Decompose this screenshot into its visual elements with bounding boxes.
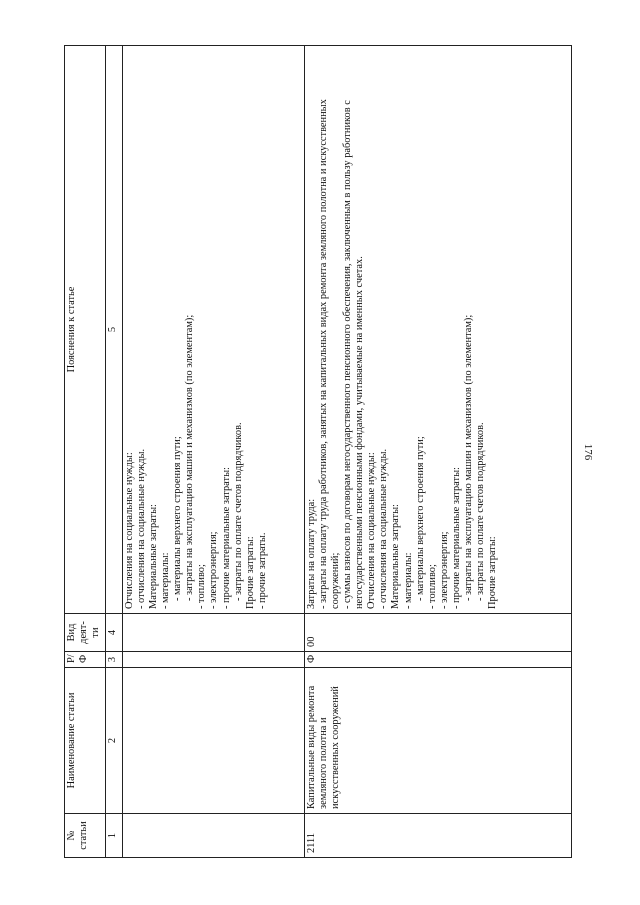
explanation-line: - отчисления на социальные нужды. xyxy=(136,448,148,609)
column-number: 2 xyxy=(106,668,123,814)
header-explanations: Пояснения к статье xyxy=(65,46,106,614)
header-row xyxy=(65,46,106,858)
header-activity-type: Вид деят-ти xyxy=(65,614,106,652)
column-number: 5 xyxy=(106,46,123,614)
explanation-line: - прочие материальные затраты: xyxy=(220,467,232,609)
article-name: Капитальные виды ремонта земляного полотна и искусственных сооружений xyxy=(305,668,572,814)
article-explanation xyxy=(123,46,305,614)
column-number: 1 xyxy=(106,814,123,858)
explanation-line: Материальные затраты: xyxy=(390,504,402,609)
article-activity: 00 xyxy=(305,614,572,652)
explanation-line: - затраты по оплате счетов подрядчиков. xyxy=(232,422,244,601)
explanation-line: - электроэнергия; xyxy=(208,531,220,609)
explanation-line: - затраты по оплате счетов подрядчиков. xyxy=(474,422,486,601)
explanation-line: Отчисления на социальные нужды: xyxy=(124,452,135,609)
rotated-table-container xyxy=(64,46,572,858)
header-article-number: № статьи xyxy=(65,814,106,858)
explanation-line: - отчисления на социальные нужды. xyxy=(378,448,390,609)
page-number: 176 xyxy=(582,443,594,461)
article-name xyxy=(123,668,305,814)
explanation-line: - топливо; xyxy=(196,564,208,609)
explanation-line: Материальные затраты: xyxy=(148,504,160,609)
article-rf: Ф xyxy=(305,652,572,668)
explanation-line: - суммы взносов по договорам негосударственного пенсионного обеспечения, заключенным в пользу работников с негосударственными пенсионными фондами, учитываемые на именных счетах. xyxy=(342,100,366,609)
article-explanation xyxy=(305,46,572,614)
article-activity xyxy=(123,614,305,652)
explanation-line: Прочие затраты: xyxy=(486,536,498,609)
column-number: 4 xyxy=(106,614,123,652)
explanation-line: - прочие материальные затраты: xyxy=(450,467,462,609)
explanation-line: - материалы верхнего строения пути; xyxy=(414,436,426,601)
column-number-row xyxy=(106,46,123,858)
article-number xyxy=(123,814,305,858)
explanation-line: Затраты на оплату труда: xyxy=(306,498,317,609)
explanation-line: - материалы: xyxy=(402,552,414,609)
explanation-line: - материалы верхнего строения пути; xyxy=(172,436,184,601)
table-row xyxy=(305,46,572,858)
explanation-line: - прочие затраты. xyxy=(256,532,268,609)
article-rf xyxy=(123,652,305,668)
explanation-line: - материалы: xyxy=(160,552,172,609)
budget-article-table xyxy=(64,45,572,858)
explanation-line: - электроэнергия; xyxy=(438,531,450,609)
explanation-line: Отчисления на социальные нужды: xyxy=(366,452,378,609)
header-rf: Р/Ф xyxy=(65,652,106,668)
column-number: 3 xyxy=(106,652,123,668)
table-row xyxy=(123,46,305,858)
explanation-line: - топливо; xyxy=(426,564,438,609)
explanation-line: - затраты на эксплуатацию машин и механизмов (по элементам); xyxy=(184,314,196,601)
explanation-line: - затраты на эксплуатацию машин и механизмов (по элементам); xyxy=(462,314,474,601)
explanation-line: - затраты на оплату труда работников, занятых на капитальных видах ремонта земляного полотна и искусственных сооружений; xyxy=(318,99,342,609)
explanation-line: Прочие затраты: xyxy=(244,536,256,609)
article-number: 2111 xyxy=(305,814,572,858)
header-article-name: Наименование статьи xyxy=(65,668,106,814)
